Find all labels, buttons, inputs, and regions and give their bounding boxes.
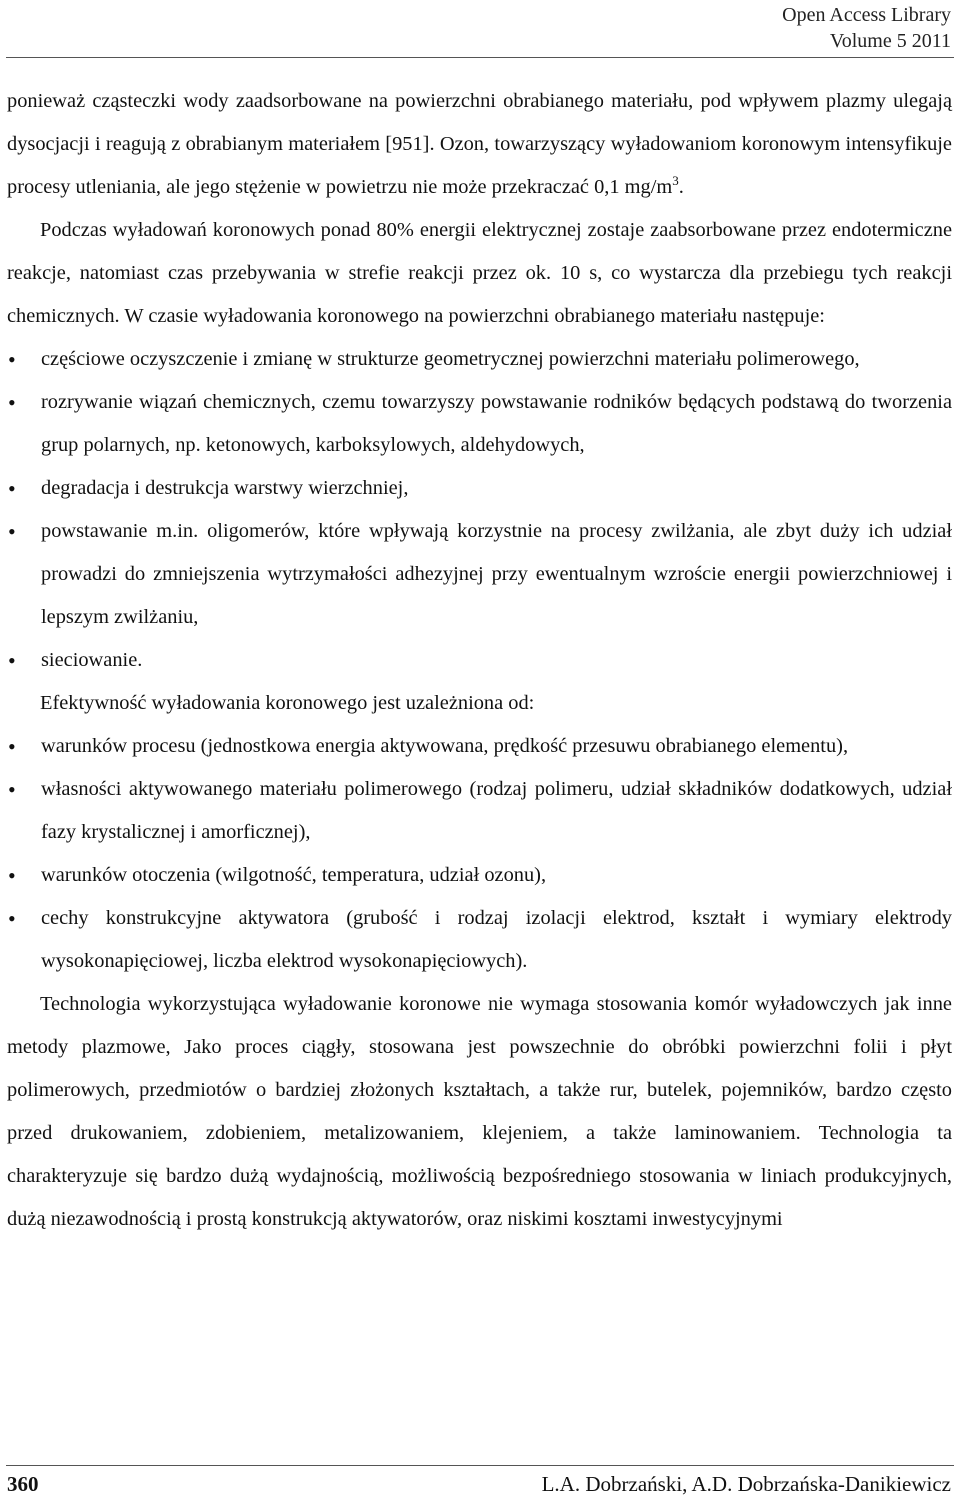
paragraph-ozone-end: .	[678, 176, 684, 198]
superscript-3: 3	[672, 173, 679, 189]
list-item: • warunków otoczenia (wilgotność, temperatura, udział ozonu),	[7, 854, 952, 897]
paragraph-efficiency-intro: Efektywność wyładowania koronowego jest uzależniona od:	[40, 692, 535, 714]
paragraph-technology: Technologia wykorzystująca wyładowanie koronowe nie wymaga stosowania komór wyładowczych jak inne metody plazmowe, Jako proces ciągły, stosowana jest powszechnie do obróbki powierzchni folii i płyt polimerowych, przedmiotów o bardziej złożonych kształtach, a także rur, butelek, pojemników, bardzo często przed drukowaniem, zdobieniem, metalizowaniem, klejeniem, a także laminowaniem. Technologia ta charakteryzuje się bardzo dużą wydajnością, możliwością bezpośredniego stosowania w liniach produkcyjnych, dużą niezawodnością i prostą konstrukcją aktywatorów, oraz niskimi kosztami inwestycyjnymi	[7, 993, 952, 1230]
footer-authors: L.A. Dobrzański, A.D. Dobrzańska-Danikiewicz	[541, 1472, 951, 1496]
factors-list	[7, 725, 952, 983]
paragraph-corona-energy: Podczas wyładowań koronowych ponad 80% energii elektrycznej zostaje zaabsorbowane przez endotermiczne reakcje, natomiast czas przebywania w strefie reakcji przez ok. 10 s, co wystarcza dla przebiegu tych reakcji chemicznych. W czasie wyładowania koronowego na powierzchni obrabianego materiału następuje:	[7, 219, 952, 327]
footer-divider	[6, 1465, 954, 1466]
list-item: • warunków procesu (jednostkowa energia aktywowana, prędkość przesuwu obrabianego elementu),	[7, 725, 952, 768]
page-number: 360	[7, 1472, 39, 1496]
list-item: • powstawanie m.in. oligomerów, które wpływają korzystnie na procesy zwilżania, ale zbyt duży ich udział prowadzi do zmniejszenia wytrzymałości adhezyjnej przy ewentualnym wzroście energii powierzchniowej i lepszym zwilżaniu,	[7, 510, 952, 639]
list-item: • częściowe oczyszczenie i zmianę w strukturze geometrycznej powierzchni materiału polimerowego,	[7, 338, 952, 381]
list-item: • rozrywanie wiązań chemicznych, czemu towarzyszy powstawanie rodników będących podstawą do tworzenia grup polarnych, np. ketonowych, karboksylowych, aldehydowych,	[7, 381, 952, 467]
page-footer	[7, 1470, 951, 1498]
list-item: • sieciowanie.	[7, 639, 952, 682]
header-volume: Volume 5 2011	[829, 30, 951, 52]
effects-list	[7, 338, 952, 682]
header-journal-title: Open Access Library	[782, 4, 951, 26]
list-item: • cechy konstrukcyjne aktywatora (grubość i rodzaj izolacji elektrod, kształt i wymiary elektrody wysokonapięciowej, liczba elektrod wysokonapięciowych).	[7, 897, 952, 983]
header-divider	[6, 57, 954, 58]
paragraph-ozone	[7, 80, 952, 209]
paragraph-ozone-text: ponieważ cząsteczki wody zaadsorbowane na powierzchni obrabianego materiału, pod wpływem plazmy ulegają dysocjacji i reagują z obrabianym materiałem [951]. Ozon, towarzyszący wyładowaniom koronowym intensyfikuje procesy utleniania, ale jego stężenie w powietrzu nie może przekraczać 0,1 mg/m	[7, 90, 952, 198]
running-header	[782, 2, 951, 54]
list-item: • degradacja i destrukcja warstwy wierzchniej,	[7, 467, 952, 510]
page-body	[7, 80, 952, 1241]
list-item: • własności aktywowanego materiału polimerowego (rodzaj polimeru, udział składników dodatkowych, udział fazy krystalicznej i amorficznej),	[7, 768, 952, 854]
